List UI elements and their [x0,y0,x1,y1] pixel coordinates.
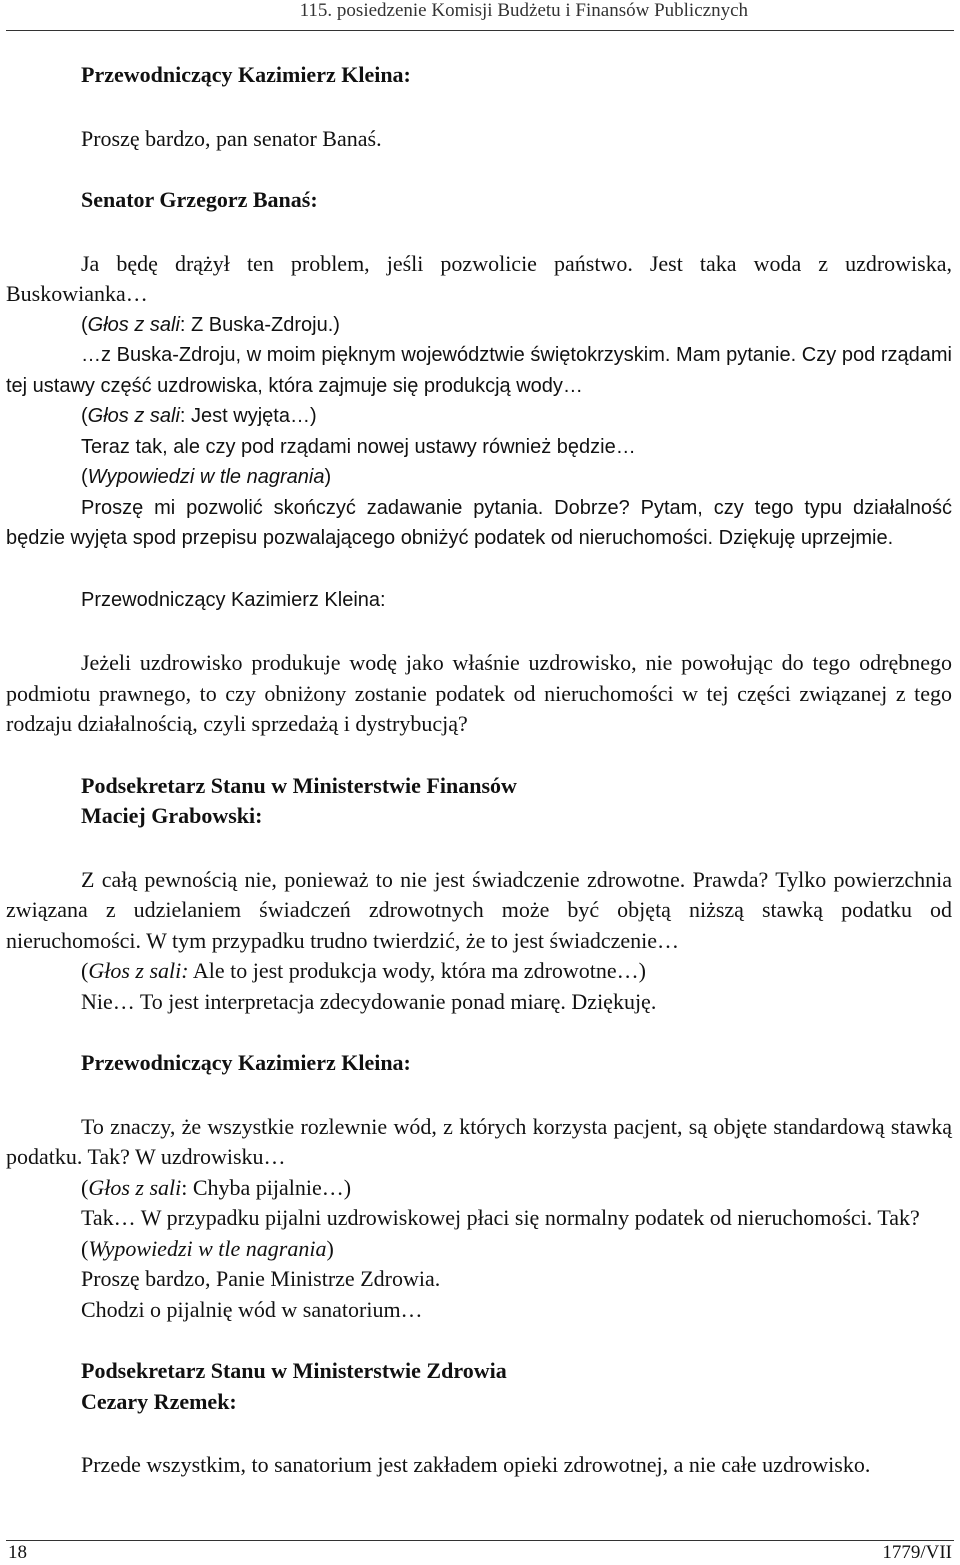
interjection: (Głos z sali: Jest wyjęta…) [81,405,317,427]
speaker-heading: Podsekretarz Stanu w Ministerstwie Zdrowia [81,1358,507,1383]
paragraph: Chodzi o pijalnię wód w sanatorium… [81,1296,423,1322]
header-rule [6,30,954,31]
paragraph: Proszę bardzo, pan senator Banaś. [81,125,382,151]
interjection: (Głos z sali: Z Buska-Zdroju.) [81,313,340,336]
paragraph: Proszę mi pozwolić skończyć zadawanie pytania. Dobrze? Pytam, czy tego typu działalność będzie wyjęta spod przepisu pozwalającego obniżyć podatek od nieruchomości. Dziękuję uprzejmie. [6,496,952,549]
footer-rule [6,1540,954,1541]
running-header: 115. posiedzenie Komisji Budżetu i Finansów Publicznych [299,0,748,21]
speaker-heading: Przewodniczący Kazimierz Kleina: [81,62,411,87]
speaker-name: Cezary Rzemek: [81,1388,237,1414]
page-number: 18 [8,1542,27,1563]
speaker-heading: Przewodniczący Kazimierz Kleina: [81,1050,411,1075]
interjection: (Głos z sali: Chyba pijalnie…) [81,1174,352,1200]
paragraph: To znaczy, że wszystkie rozlewnie wód, z których korzysta pacjent, są objęte standardową stawką podatku. Tak? W uzdrowisku… [6,1113,952,1169]
interjection-text: Ale to jest produkcja wody, która ma zdrowotne…) [188,958,646,983]
speaker-name: Maciej Grabowski: [81,803,263,828]
interjection-label: Głos z sali [87,313,180,336]
interjection-text: : Jest wyjęta…) [179,405,317,427]
speaker-heading: Przewodniczący Kazimierz Kleina: [81,588,386,611]
interjection: (Wypowiedzi w tle nagrania) [81,466,332,488]
paragraph: Z całą pewnością nie, ponieważ to nie jest świadczenie zdrowotne. Prawda? Tylko powierzchnia związana z udzielaniem świadczeń zdrowotnych może być objętą niższą stawką podatku od nieruchomości. W tym przypadku trudno twierdzić, że to jest świadczenie… [6,866,952,953]
paragraph: Teraz tak, ale czy pod rządami nowej ustawy również będzie… [81,435,636,458]
interjection-text: : Chyba pijalnie…) [181,1174,352,1200]
paragraph: Jeżeli uzdrowisko produkuje wodę jako właśnie uzdrowisko, nie powołując do tego odrębnego podmiotu prawnego, to czy obniżony zostanie podatek od nieruchomości w tej części związanej z tego rodzaju działalnością, czyli sprzedażą i dystrybucją? [6,650,952,736]
interjection: (Wypowiedzi w tle nagrania) [81,1235,334,1261]
document-code: 1779/VII [882,1542,952,1563]
paragraph: Ja będę drążył ten problem, jeśli pozwolicie państwo. Jest taka woda z uzdrowiska, Buskowianka… [6,250,952,306]
paragraph: Nie… To jest interpretacja zdecydowanie ponad miarę. Dziękuję. [81,988,657,1014]
interjection-label: Głos z sali [88,1174,182,1200]
transcript-body [6,60,952,1481]
interjection-label: Głos z sali: [88,958,189,983]
paragraph: Tak… W przypadku pijalni uzdrowiskowej płaci się normalny podatek od nieruchomości. Tak? [81,1205,920,1230]
interjection-label: Wypowiedzi w tle nagrania [87,466,325,488]
speaker-heading: Senator Grzegorz Banaś: [81,187,318,212]
paragraph: Przede wszystkim, to sanatorium jest zakładem opieki zdrowotnej, a nie całe uzdrowisko. [81,1452,871,1477]
speaker-heading: Podsekretarz Stanu w Ministerstwie Finansów [81,772,517,798]
interjection: (Głos z sali: Ale to jest produkcja wody, która ma zdrowotne…) [81,958,646,983]
interjection-text: : Z Buska-Zdroju.) [179,313,340,336]
paragraph: …z Buska-Zdroju, w moim pięknym województwie świętokrzyskim. Mam pytanie. Czy pod rządami tej ustawy część uzdrowiska, która zajmuje się produkcją wody… [6,344,952,397]
interjection-label: Głos z sali [87,405,180,427]
interjection-label: Wypowiedzi w tle nagrania [88,1235,327,1261]
paragraph: Proszę bardzo, Panie Ministrze Zdrowia. [81,1266,441,1291]
